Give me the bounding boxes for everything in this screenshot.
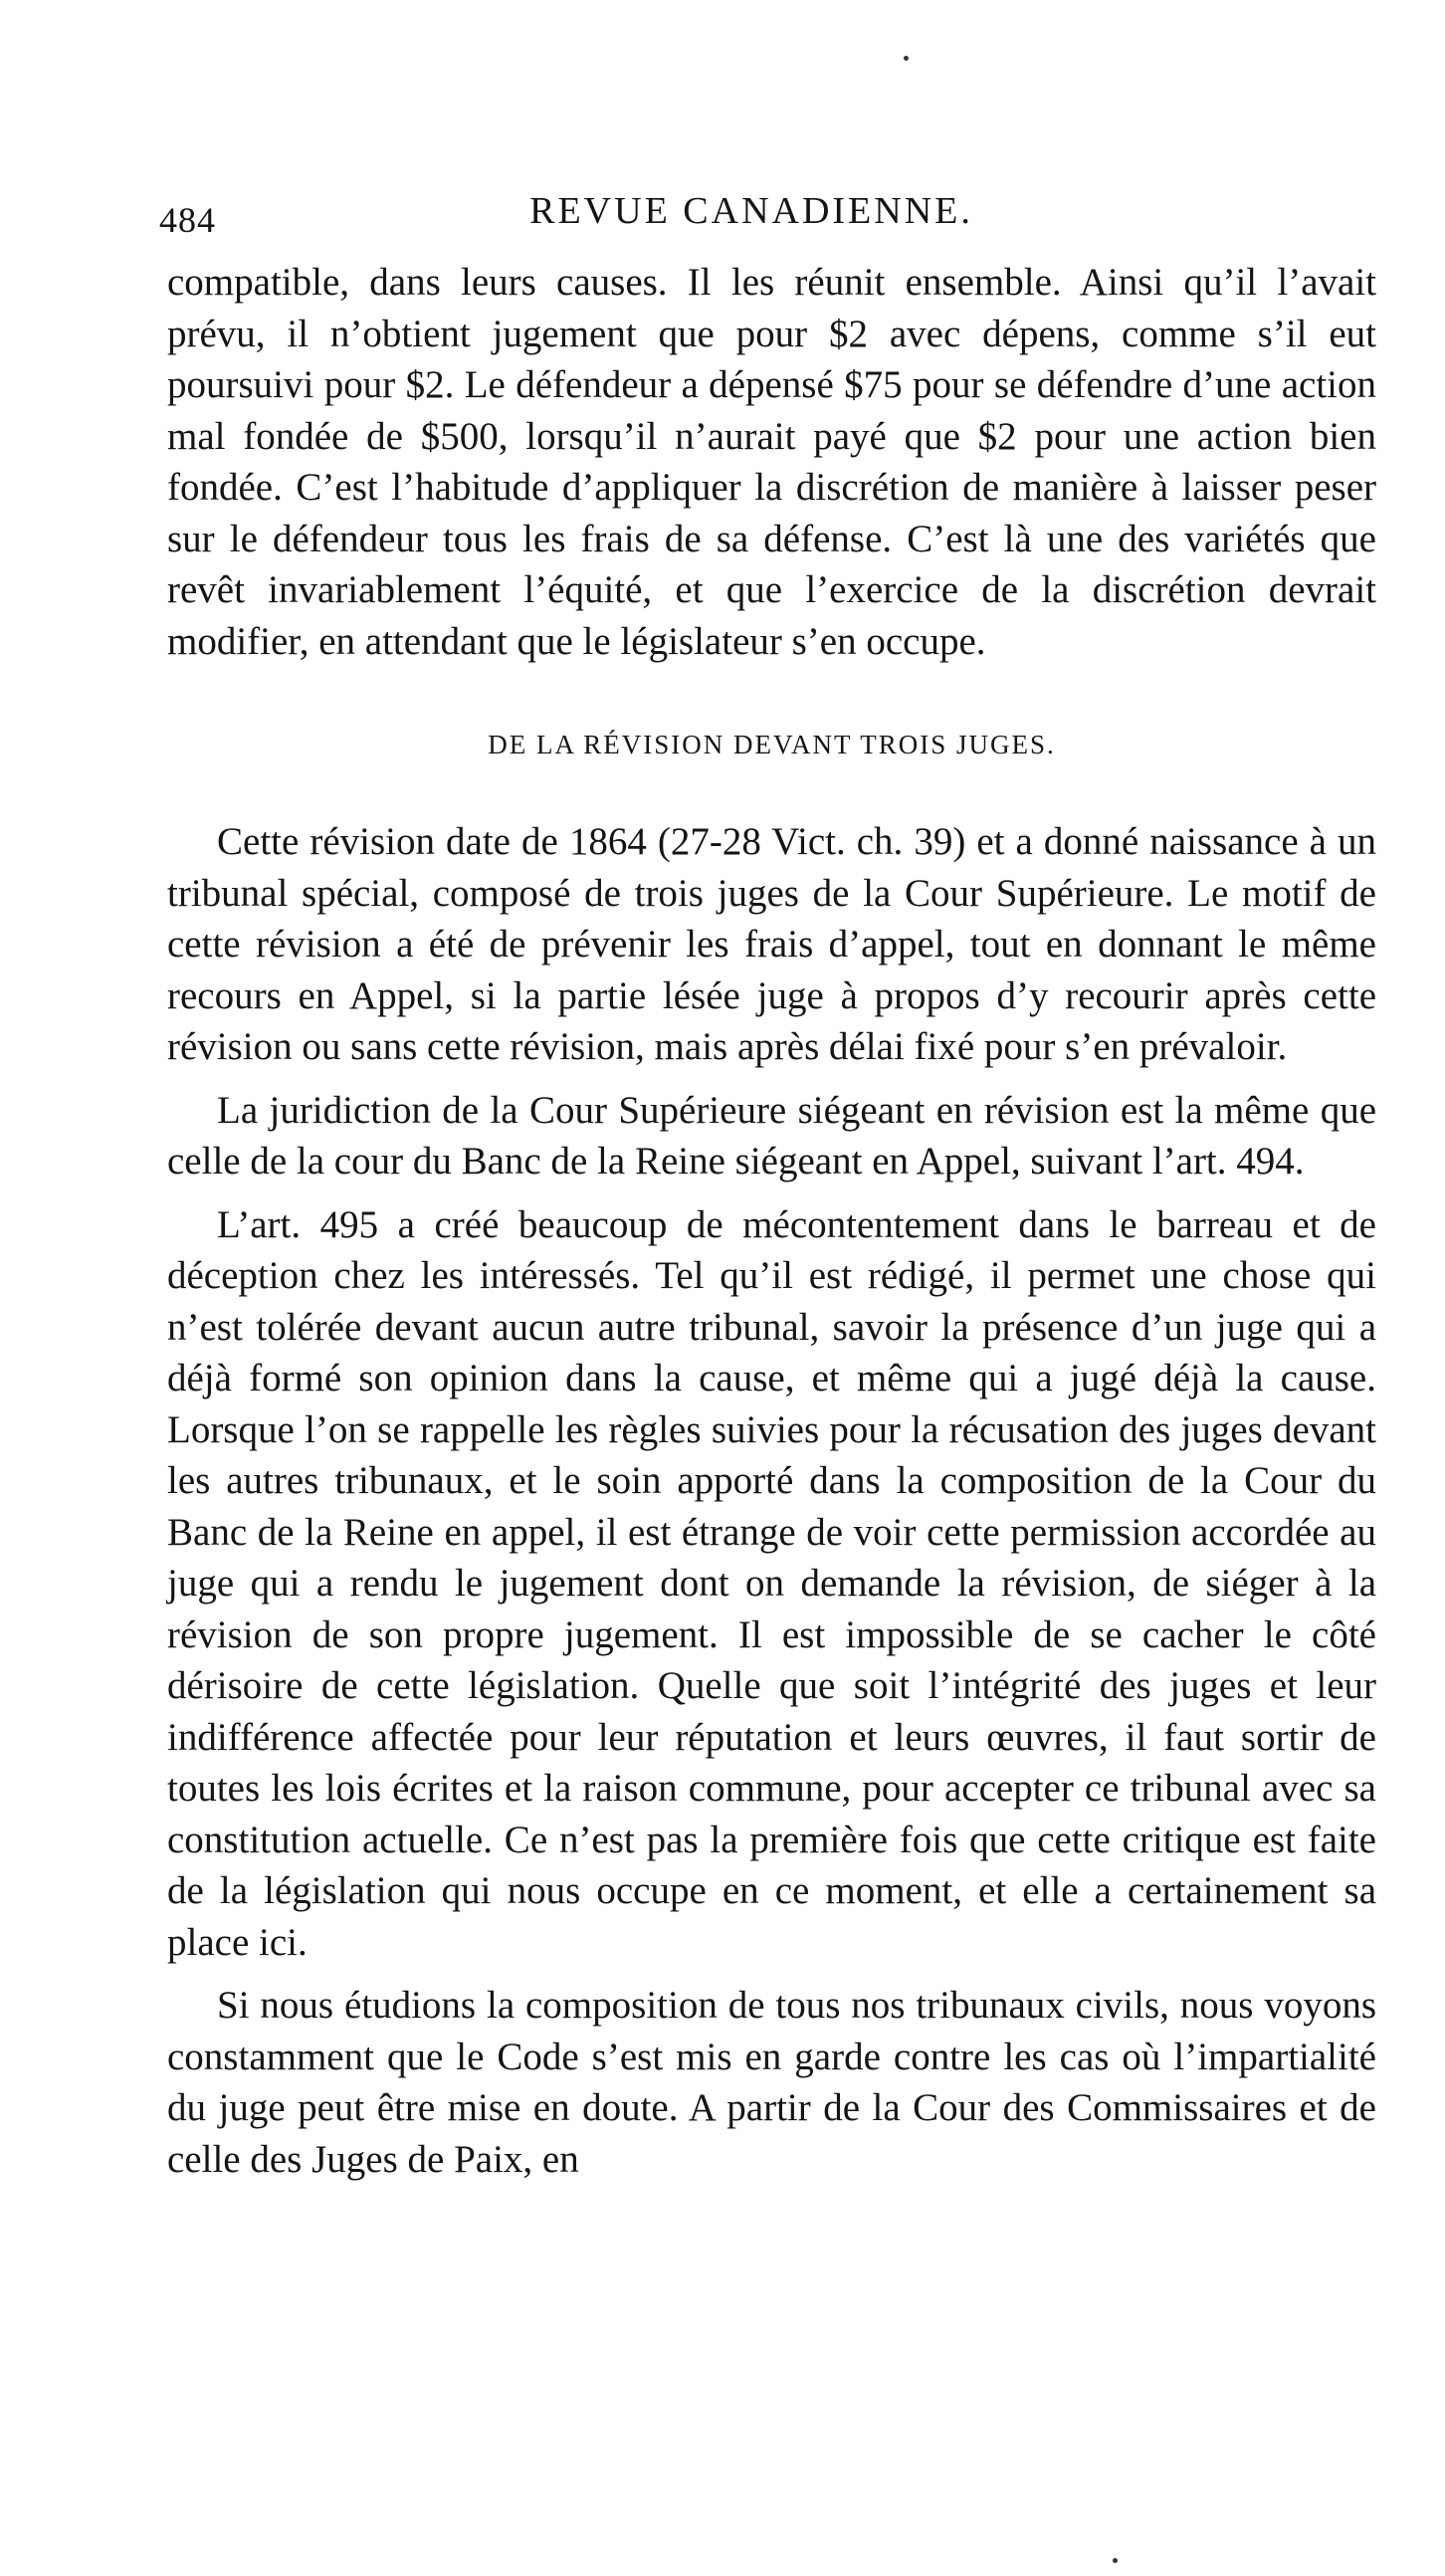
paragraph: Si nous étudions la composition de tous nos tribunaux civils, nous voyons constamment que le Code s’est mis en garde contre les cas où l’impartialité du juge peut être mise en doute. A partir de la Cour des Commissaires et de celle des Juges de Paix, en — [167, 1984, 1376, 2181]
scan-speck-top — [904, 56, 909, 61]
running-title: REVUE CANADIENNE. — [529, 190, 973, 232]
paragraph-continuation: compatible, dans leurs causes. Il les réunit ensemble. Ainsi qu’il l’avait prévu, il n’obtient jugement que pour $2 avec dépens, comme s’il eut poursuivi pour $2. Le défendeur a dépensé $75 pour se défendre d’une action mal fondée de $500, lorsqu’il n’aurait payé que $2 pour une action bien fondée. C’est l’habitude d’appliquer la discrétion de manière à laisser peser sur le défendeur tous les frais de sa défense. C’est là une des variétés que revêt invariablement l’équité, et que l’exercice de la discrétion devrait modifier, en attendant que le législateur s’en occupe. — [167, 261, 1376, 663]
body-text — [167, 257, 1376, 2185]
page-number: 484 — [159, 200, 216, 240]
paragraph: La juridiction de la Cour Supérieure siégeant en révision est la même que celle de la cour du Banc de la Reine siégeant en Appel, suivant l’art. 494. — [167, 1088, 1376, 1182]
section-heading: DE LA RÉVISION DEVANT TROIS JUGES. — [488, 730, 1056, 759]
scan-speck-bottom — [1113, 2558, 1118, 2563]
paragraph: L’art. 495 a créé beaucoup de mécontentement dans le barreau et de déception chez les intéressés. Tel qu’il est rédigé, il permet une chose qui n’est tolérée devant aucun autre tribunal, savoir la présence d’un juge qui a déjà formé son opinion dans la cause, et même qui a jugé déjà la cause. Lorsque l’on se rappelle les règles suivies pour la récusation des juges devant les autres tribunaux, et le soin apporté dans la composition de la Cour du Banc de la Reine en appel, il est étrange de voir cette permission accordée au juge qui a rendu le jugement dont on demande la révision, de siéger à la révision de son propre jugement. Il est impossible de se cacher le côté dérisoire de cette législation. Quelle que soit l’intégrité des juges et leur indifférence affectée pour leur réputation et leurs œuvres, il faut sortir de toutes les lois écrites et la raison commune, pour accepter ce tribunal avec sa constitution actuelle. Ce n’est pas la première fois que cette critique est faite de la législation qui nous occupe en ce moment, et elle a certainement sa place ici. — [167, 1202, 1376, 1964]
page-header — [159, 189, 1383, 249]
paragraph: Cette révision date de 1864 (27-28 Vict. ch. 39) et a donné naissance à un tribunal spécial, composé de trois juges de la Cour Supérieure. Le motif de cette révision a été de prévenir les frais d’appel, tout en donnant le même recours en Appel, si la partie lésée juge à propos d’y recourir après cette révision ou sans cette révision, mais après délai fixé pour s’en prévaloir. — [167, 820, 1376, 1068]
